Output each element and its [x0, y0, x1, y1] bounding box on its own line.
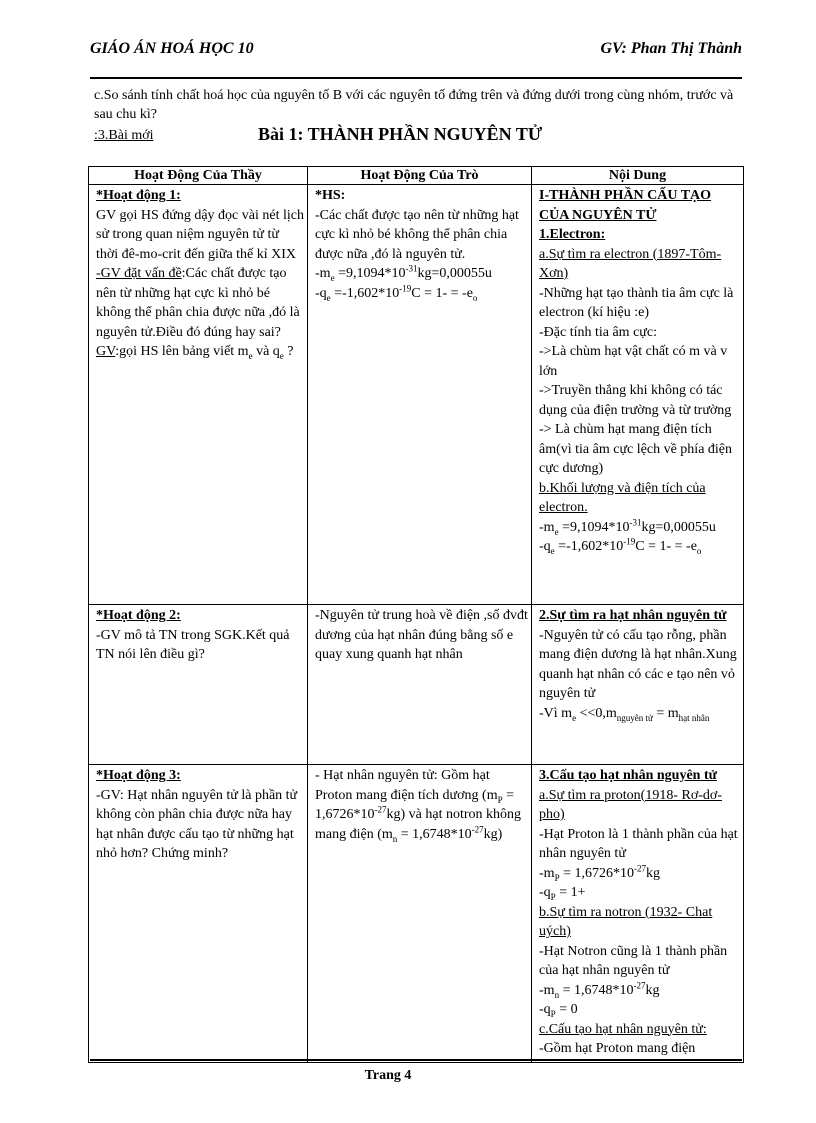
underlined-text: GV [96, 344, 116, 359]
student-text-part: kg) và hạt notron không mang điện (m [315, 807, 522, 842]
formula-part: -q [539, 1002, 551, 1017]
student-text-part: kg) [483, 826, 503, 842]
superscript: -31 [405, 263, 418, 274]
activity-heading: *Hoạt động 1: [96, 188, 181, 203]
teacher-text-part: và [252, 344, 270, 359]
content-heading: I-THÀNH PHẦN CẤU TẠO CỦA NGUYÊN TỬ [539, 188, 712, 223]
formula-part: kg=0,00055u [641, 519, 716, 535]
teacher-cell [89, 605, 308, 765]
header-teacher-name: GV: Phan Thị Thành [600, 40, 742, 57]
teacher-cell [89, 185, 308, 605]
formula-part: -m [539, 865, 555, 881]
footer-divider [90, 1059, 742, 1061]
content-text: -Đặc tính tia âm cực: [539, 324, 657, 340]
neutron-charge-formula [539, 1000, 740, 1020]
subscript: P [554, 872, 560, 883]
teacher-cell [89, 765, 308, 1063]
subscript: nguyên tử [616, 712, 653, 723]
formula-part: kg [645, 982, 660, 998]
superscript: -27 [633, 979, 646, 990]
formula-part: =9,1094*10 [558, 519, 630, 535]
neutron-mass-formula [539, 981, 740, 1001]
formula-part: -m [539, 982, 555, 998]
page-header [90, 40, 742, 64]
proton-charge-formula [539, 883, 740, 903]
student-text-part: = 1,6726*10 [315, 787, 515, 822]
content-text: ->Truyền thẳng khi không có tác dụng của điện trường và từ trường [539, 383, 732, 418]
page-number [0, 1068, 816, 1084]
content-text: -Gồm hạt Proton mang điện [539, 1041, 696, 1056]
teacher-text-part: ? [283, 344, 294, 359]
formula-part: = 0 [555, 1002, 578, 1017]
teacher-text-part: :Các chất được tạo nên từ những hạt cực kì nhỏ bé không thể phân chia được nữa ,đó là nguyên tử.Điều đó đúng hay sai? [96, 266, 300, 340]
student-text-part: = 1,6748*10 [397, 826, 472, 842]
content-subsection: c.Cấu tạo hạt nhân nguyên tử: [539, 1021, 707, 1037]
formula-part: -m [539, 519, 555, 535]
teacher-text [96, 264, 304, 342]
subscript: e [248, 350, 253, 361]
content-text: -Nguyên tử có cấu tạo rỗng, phần mang điện dương là hạt nhân.Xung quanh hạt nhân có các e tạo nên vỏ nguyên tử [539, 627, 737, 701]
underlined-text: -GV đặt vấn đề [96, 266, 182, 281]
teacher-text-part: :gọi HS lên bảng viết m [115, 344, 249, 359]
electron-mass-formula [539, 518, 740, 538]
student-text [315, 766, 528, 844]
electron-charge-formula [315, 284, 528, 304]
subscript: e [572, 712, 577, 723]
teacher-text: -GV mô tả TN trong SGK.Kết quả TN nói lên điều gì? [96, 627, 290, 662]
content-subsection: a.Sự tìm ra electron (1897-Tôm-Xơn) [539, 246, 722, 281]
subscript: n [554, 989, 560, 1000]
subscript: e [554, 526, 559, 537]
proton-mass-formula [539, 864, 740, 884]
lesson-title: Bài 1: THÀNH PHẦN NGUYÊN TỬ [258, 124, 543, 144]
superscript: -27 [374, 804, 387, 815]
subscript: o [472, 292, 478, 303]
content-cell [532, 605, 744, 765]
subscript: n [392, 833, 398, 844]
subscript: hạt nhân [678, 712, 710, 723]
teacher-text: GV:gọi HS lên bảng viết $m_e$ và $q_e$ ? [96, 344, 294, 361]
content-text: -Những hạt tạo thành tia âm cực là electron (kí hiệu :e) [539, 285, 734, 320]
formula-part: -Vì m [539, 705, 573, 721]
subscript: P [550, 1008, 556, 1019]
content-text: ->Là chùm hạt vật chất có m và v lớn [539, 344, 728, 379]
header-student-activity: Hoạt Động Của Trò [308, 167, 532, 185]
section-label [94, 128, 154, 144]
formula-part: kg [645, 865, 660, 881]
intro-question: c.So sánh tính chất hoá học của nguyên tố B với các nguyên tố đứng trên và đứng dưới trong cùng nhóm, trước và sau chu kì? [94, 88, 734, 122]
formula-part: = m [652, 705, 679, 721]
lesson-table [88, 166, 744, 1063]
subscript: e [279, 350, 284, 361]
student-text-part: - Hạt nhân nguyên tử: Gồm hạt Proton mang điện tích dương (m [315, 768, 498, 803]
student-text: -Các chất được tạo nên từ những hạt cực kì nhỏ bé không thể phân chia được nữa ,đó là nguyên tử. [315, 207, 519, 262]
formula-part: -m [315, 266, 331, 281]
formula-part: C = 1- = -e [635, 539, 697, 554]
table-row [89, 605, 744, 765]
content-cell [532, 765, 744, 1063]
student-cell [308, 605, 532, 765]
superscript: -27 [633, 862, 646, 873]
formula-part: =-1,602*10 [554, 539, 624, 554]
superscript: -19 [399, 282, 412, 293]
formula-part: -q [539, 539, 551, 554]
table-header-row [89, 167, 744, 185]
activity-heading: *Hoạt động 3: [96, 768, 181, 783]
section-heading [94, 124, 734, 150]
content-heading: 2.Sự tìm ra hạt nhân nguyên tử [539, 608, 727, 623]
header-content: Nội Dung [532, 167, 744, 185]
subscript: e [550, 545, 555, 556]
content-subsection: b.Sự tìm ra notron (1932- Chat uých) [539, 904, 713, 939]
formula-part: = 1+ [555, 885, 586, 900]
student-text: -Nguyên tử trung hoà về điện ,số đvđt dương của hạt nhân đúng bằng số e quay xung quanh hạt nhân [315, 608, 528, 662]
superscript: -31 [629, 516, 642, 527]
content-heading: 3.Cấu tạo hạt nhân nguyên tử [539, 768, 718, 783]
formula-part: -q [539, 885, 551, 900]
content-text: -Hạt Proton là 1 thành phần của hạt nhân nguyên tử [539, 826, 738, 861]
electron-charge-formula [539, 537, 740, 557]
student-heading: *HS: [315, 188, 346, 203]
superscript: -27 [471, 823, 484, 834]
superscript: -19 [623, 536, 636, 547]
content-subsection: b.Khối lượng và điện tích của electron. [539, 480, 706, 515]
student-cell [308, 185, 532, 605]
subscript: P [550, 891, 556, 902]
section-label-text: :3.Bài mới [94, 128, 154, 143]
header-divider [90, 77, 742, 79]
formula-part: <<0,m [576, 705, 617, 721]
content-subsection: a.Sự tìm ra proton(1918- Rơ-dơ-pho) [539, 787, 722, 822]
formula-part: C = 1- = -e [411, 285, 473, 301]
formula-part: = 1,6726*10 [559, 865, 634, 881]
mass-comparison [539, 704, 740, 724]
activity-heading: *Hoạt động 2: [96, 608, 181, 623]
table-row [89, 185, 744, 605]
subscript: e [326, 292, 331, 303]
content-subheading: 1.Electron: [539, 227, 606, 242]
teacher-text: -GV: Hạt nhân nguyên tử là phần tử không còn phân chia được nữa hay hạt nhân được cấu tạo từ những hạt nhỏ hơn? Chứng minh? [96, 787, 298, 861]
formula-part: =-1,602*10 [330, 285, 400, 301]
content-text: -> Là chùm hạt mang điện tích âm(vì tia âm cực lệch về phía điện cực dương) [539, 422, 733, 476]
header-course-title: GIÁO ÁN HOÁ HỌC 10 [90, 40, 254, 57]
header-teacher-activity: Hoạt Động Của Thầy [89, 167, 308, 185]
page-number-text: Trang 4 [364, 1068, 412, 1083]
formula-part: =9,1094*10 [334, 266, 406, 281]
content-cell [532, 185, 744, 605]
electron-mass-formula [315, 264, 528, 284]
student-cell [308, 765, 532, 1063]
subscript: P [497, 794, 503, 805]
subscript: e [330, 272, 335, 283]
content-text: -Hạt Notron cũng là 1 thành phần của hạt nhân nguyên tử [539, 943, 728, 978]
teacher-text: GV gọi HS đứng dậy đọc vài nét lịch sử trong quan niệm nguyên tử từ thời đê-mo-crit đến giữa thế kỉ XIX [96, 207, 304, 262]
formula-part: -q [315, 285, 327, 301]
subscript: o [696, 545, 702, 556]
formula-part: kg=0,00055u [417, 266, 492, 281]
table-row [89, 765, 744, 1063]
formula-part: = 1,6748*10 [559, 982, 634, 998]
